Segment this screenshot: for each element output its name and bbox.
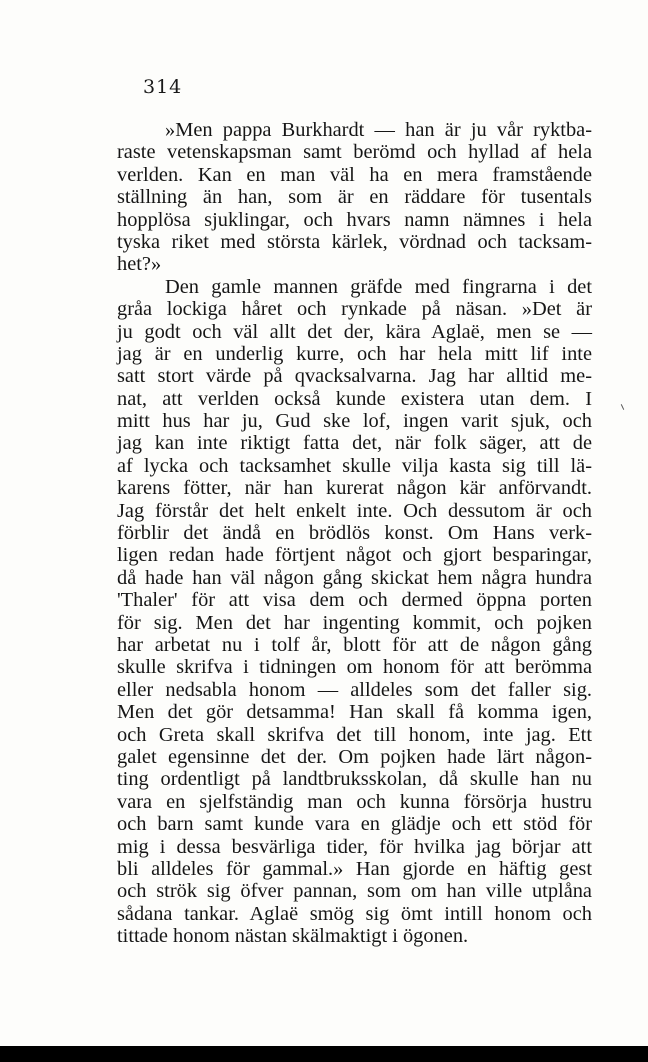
text-line: tyska riket med största kärlek, vördnad och tacksam- [117, 230, 592, 253]
text-line: nat, att verlden också kunde existera utan dem. I [117, 387, 592, 410]
text-line: Men det gör detsamma! Han skall få komma igen, [117, 701, 592, 724]
text-line: mig i dessa besvärliga tider, för hvilka jag börjar att [117, 835, 592, 858]
text-line: för sig. Men det har ingenting kommit, och pojken [117, 611, 592, 634]
text-line: satt stort värde på qvacksalvarna. Jag har alltid me- [117, 365, 592, 388]
text-line: gråa lockiga håret och rynkade på näsan. »Det är [117, 298, 592, 321]
text-line: hopplösa sjuklingar, och hvars namn nämnes i hela [117, 208, 592, 231]
margin-mark [621, 404, 624, 410]
text-line: mitt hus har ju, Gud ske lof, ingen varit sjuk, och [117, 410, 592, 433]
text-line: förblir det ändå en brödlös konst. Om Hans verk- [117, 522, 592, 545]
text-line: verlden. Kan en man väl ha en mera framstående [117, 163, 592, 186]
text-line: och strök sig öfver pannan, som om han ville utplåna [117, 880, 592, 903]
text-line: ligen redan hade förtjent något och gjort besparingar, [117, 544, 592, 567]
page-number: 314 [143, 76, 183, 98]
text-line: bli alldeles för gammal.» Han gjorde en häftig gest [117, 857, 592, 880]
text-line: tittade honom nästan skälmaktigt i ögonen. [117, 925, 469, 948]
text-line: Den gamle mannen gräfde med fingrarna i det [165, 275, 592, 298]
text-line: galet egensinne det der. Om pojken hade lärt någon- [117, 745, 592, 768]
text-line: skulle skrifva i tidningen om honom för att berömma [117, 656, 592, 679]
text-line: ting ordentligt på landtbruksskolan, då skulle han nu [117, 768, 592, 791]
scan-edge [0, 1046, 648, 1062]
text-line: och Greta skall skrifva det till honom, inte jag. Ett [117, 723, 592, 746]
text-line: jag kan inte riktigt fatta det, när folk säger, att de [117, 432, 592, 455]
text-line: har arbetat nu i tolf år, blott för att de någon gång [117, 633, 592, 656]
text-line: då hade han väl någon gång skickat hem några hundra [117, 566, 592, 589]
text-line: »Men pappa Burkhardt — han är ju vår ryktba- [165, 119, 592, 141]
text-line: sådana tankar. Aglaë smög sig ömt intill honom och [117, 902, 592, 925]
text-line: vara en sjelfständig man och kunna försörja hustru [117, 790, 592, 813]
text-line: ställning än han, som är en räddare för tusentals [117, 186, 592, 209]
text-line: raste vetenskapsman samt berömd och hyllad af hela [117, 141, 592, 164]
text-line: karens fötter, när han kurerat någon kär anförvandt. [117, 477, 592, 500]
text-line: och barn samt kunde vara en glädje och ett stöd för [117, 813, 592, 836]
body-text [117, 119, 592, 947]
text-line: 'Thaler' för att visa dem och dermed öppna porten [117, 589, 592, 612]
text-line: het?» [117, 253, 162, 276]
text-line: Jag förstår det helt enkelt inte. Och dessutom är och [117, 499, 592, 522]
text-line: jag är en underlig kurre, och har hela mitt lif inte [117, 342, 592, 365]
text-line: af lycka och tacksamhet skulle vilja kasta sig till lä- [117, 454, 592, 477]
text-line: eller nedsabla honom — alldeles som det faller sig. [117, 678, 592, 701]
text-line: ju godt och väl allt det der, kära Aglaë, men se — [117, 320, 592, 343]
